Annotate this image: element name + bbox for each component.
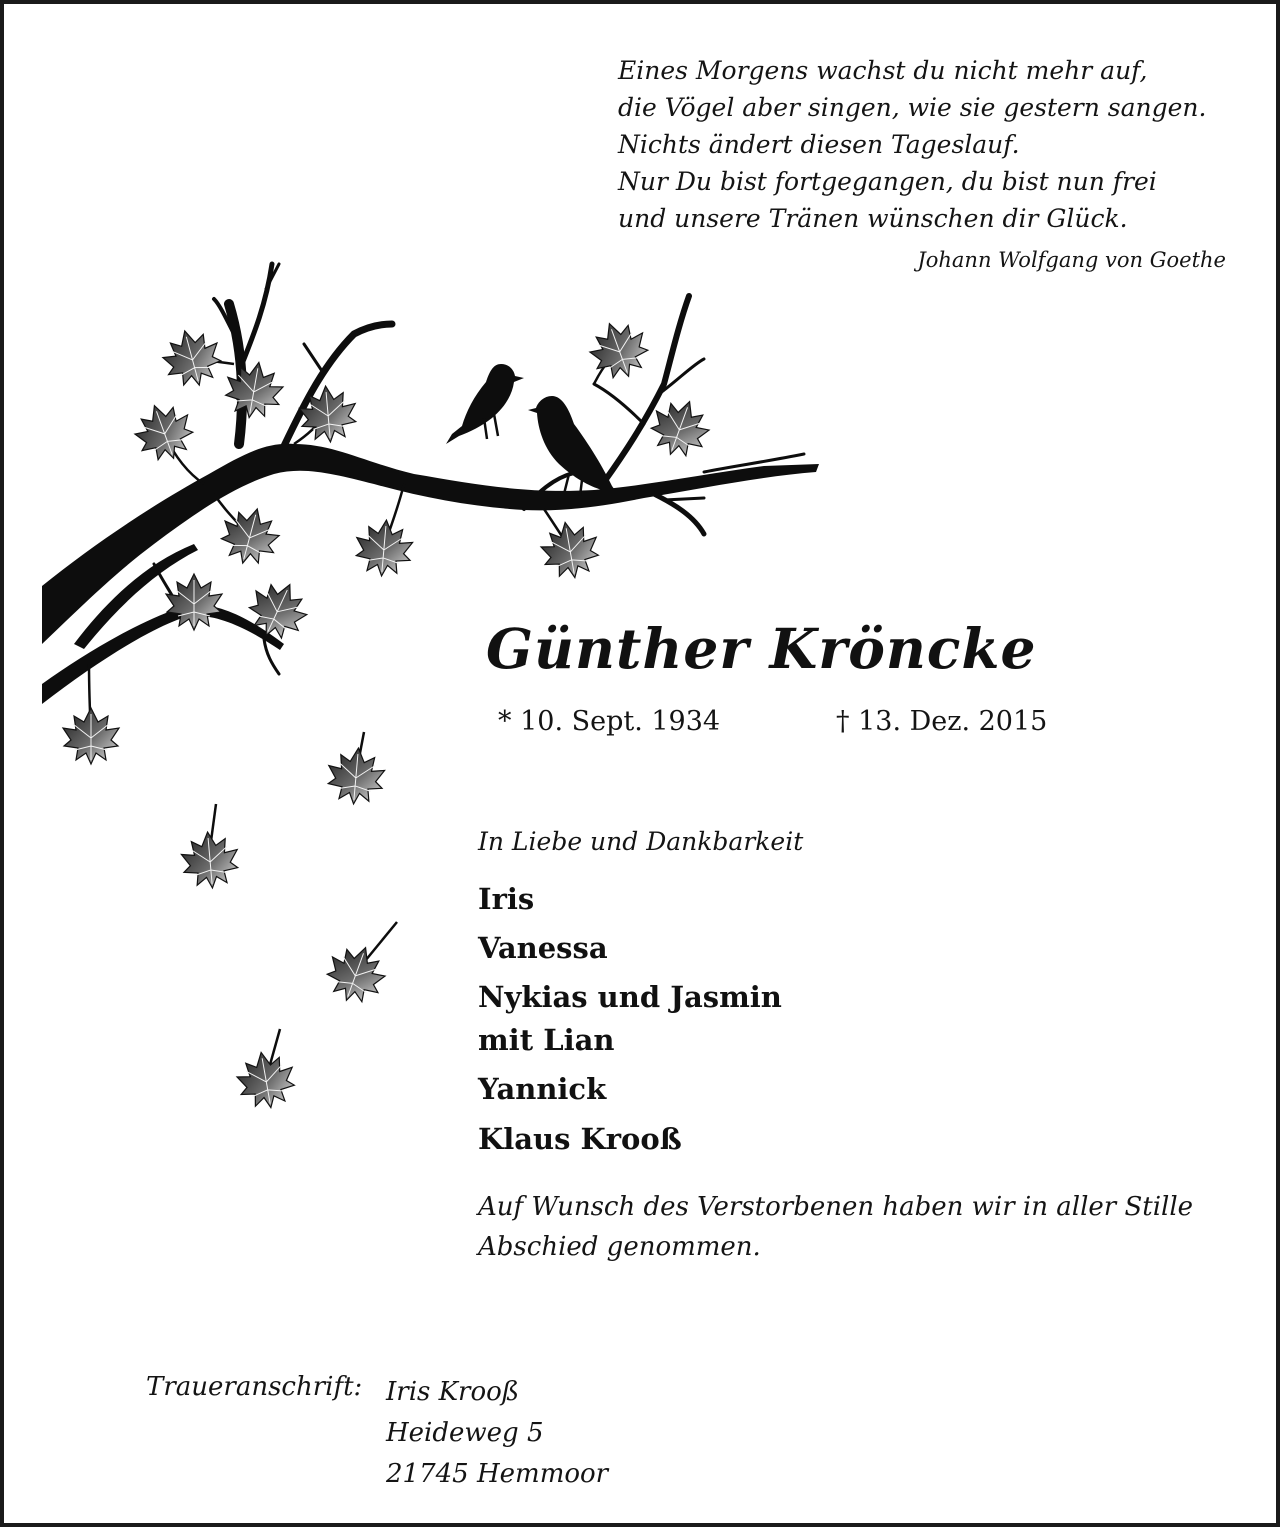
poem-author: Johann Wolfgang von Goethe: [917, 248, 1226, 272]
birth-date: * 10. Sept. 1934: [498, 706, 721, 737]
bird-right: [528, 396, 622, 500]
poem-line: die Vögel aber singen, wie sie gestern sangen.: [618, 93, 1207, 122]
address-label: Traueranschrift:: [146, 1372, 363, 1402]
mourner-name: Nykias und Jasmin: [478, 980, 782, 1014]
poem-line: Nur Du bist fortgegangen, du bist nun frei: [618, 167, 1157, 196]
address-line: Heideweg 5: [386, 1418, 544, 1448]
poem-line: Nichts ändert diesen Tageslauf.: [618, 130, 1020, 159]
poem-line: und unsere Tränen wünschen dir Glück.: [618, 204, 1128, 233]
mourning-address: [386, 1372, 608, 1495]
death-date: † 13. Dez. 2015: [836, 706, 1048, 737]
mourner-name: Vanessa: [478, 931, 608, 965]
address-line: Iris Krooß: [386, 1377, 520, 1407]
mourners-intro: In Liebe und Dankbarkeit: [478, 827, 804, 856]
farewell-line: Auf Wunsch des Verstorbenen haben wir in aller Stille: [478, 1192, 1194, 1222]
mourner-name: Klaus Krooß: [478, 1122, 682, 1156]
mourner-name: mit Lian: [478, 1023, 615, 1057]
farewell-line: Abschied genommen.: [478, 1232, 761, 1262]
branch-trunk: [42, 444, 819, 644]
address-line: 21745 Hemmoor: [386, 1459, 609, 1489]
deceased-name: Günther Kröncke: [486, 616, 1037, 681]
poem-line: Eines Morgens wachst du nicht mehr auf,: [618, 56, 1148, 85]
poem: [618, 52, 1258, 237]
branch-lower-limb: [42, 605, 284, 704]
mourner-name: Yannick: [478, 1072, 607, 1106]
farewell-note: [478, 1187, 1193, 1267]
mourner-name: Iris: [478, 882, 535, 916]
